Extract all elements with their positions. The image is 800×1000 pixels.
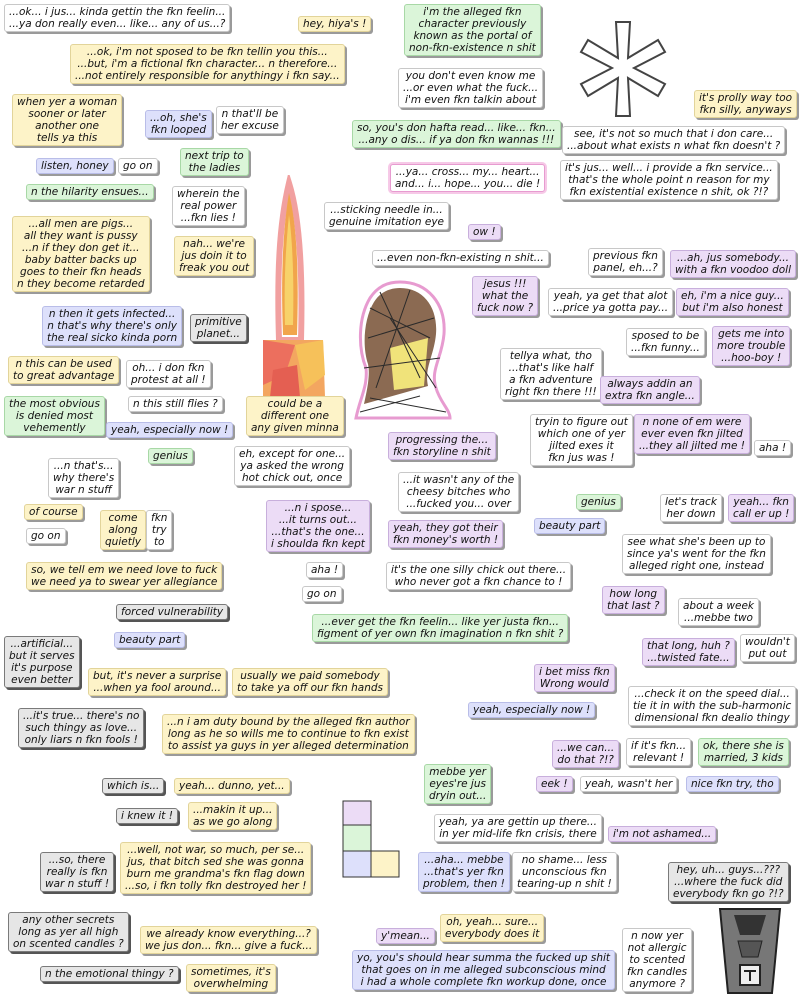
asterisk-icon bbox=[568, 20, 678, 120]
speech-bubble: so, you's don hafta read... like... fkn... ...any o dis... if ya don fkn wannas !!! bbox=[352, 120, 561, 148]
speech-bubble: yeah, they got their fkn money's worth ! bbox=[388, 520, 503, 548]
speech-bubble: that long, huh ? ...twisted fate... bbox=[642, 638, 735, 666]
speech-bubble: see what she's been up to since ya's went for the fkn alleged right one, instead bbox=[622, 534, 771, 574]
speech-bubble: n that'll be her excuse bbox=[216, 106, 284, 134]
speech-bubble: jesus !!! what the fuck now ? bbox=[472, 276, 538, 316]
speech-bubble: of course bbox=[24, 504, 83, 520]
speech-bubble: ...ok, i'm not sposed to be fkn tellin you this... ...but, i'm a fictional fkn character... n therefore... ...not entirely responsible for anythingy i fkn say... bbox=[70, 44, 345, 84]
speech-bubble: ...so, there really is fkn war n stuff ! bbox=[40, 852, 114, 892]
speech-bubble: ...makin it up... as we go along bbox=[188, 802, 277, 830]
speech-bubble: i knew it ! bbox=[116, 808, 178, 824]
scribbled-head-illustration bbox=[350, 278, 455, 423]
speech-bubble: any other secrets long as yer all high on scented candles ? bbox=[8, 912, 129, 952]
speech-bubble: ok, there she is married, 3 kids bbox=[698, 738, 789, 766]
speech-bubble: it's jus... well... i provide a fkn service... that's the whole point n reason for my fkn existential existence n shit, ok ?!? bbox=[560, 160, 778, 200]
speech-bubble: about a week ...mebbe two bbox=[678, 598, 759, 626]
speech-bubble: if it's fkn... relevant ! bbox=[626, 738, 691, 766]
speech-bubble: i'm the alleged fkn character previously known as the portal of non-fkn-existence n shit bbox=[404, 4, 541, 56]
speech-bubble: eek ! bbox=[536, 776, 573, 792]
speech-bubble: ...ya... cross... my... heart... and... i... hope... you... die ! bbox=[390, 164, 545, 192]
speech-bubble: ow ! bbox=[468, 224, 501, 240]
speech-bubble: n this can be used to great advantage bbox=[8, 356, 119, 384]
speech-bubble: ...aha... mebbe ...that's yer fkn problem, then ! bbox=[418, 852, 510, 892]
speech-bubble: go on bbox=[118, 158, 158, 174]
speech-bubble: see, it's not so much that i don care... ...about what exists n what fkn doesn't ? bbox=[562, 126, 785, 154]
speech-bubble: the most obvious is denied most vehemently bbox=[4, 396, 105, 436]
speech-bubble: gets me into more trouble ...hoo-boy ! bbox=[712, 326, 790, 366]
speech-bubble: n this still flies ? bbox=[128, 396, 223, 412]
speech-bubble: previous fkn panel, eh...? bbox=[588, 248, 663, 276]
speech-bubble: nice fkn try, tho bbox=[686, 776, 779, 792]
speech-bubble: yeah... fkn call er up ! bbox=[728, 494, 794, 522]
speech-bubble: fkn try to bbox=[146, 510, 172, 550]
speech-bubble: which is... bbox=[102, 778, 164, 794]
speech-bubble: ...check it on the speed dial... tie it in with the sub-harmonic dimensional fkn dealio thingy bbox=[628, 686, 796, 726]
speech-bubble: yeah... dunno, yet... bbox=[174, 778, 290, 794]
speech-bubble: genius bbox=[148, 448, 193, 464]
speech-bubble: forced vulnerability bbox=[116, 604, 228, 620]
speech-bubble: i'm not ashamed... bbox=[608, 826, 716, 842]
speech-bubble: it's the one silly chick out there... who never got a fkn chance to ! bbox=[386, 562, 571, 590]
speech-bubble: ...all men are pigs... all they want is pussy ...n if they don get it... baby batter backs up goes to their fkn heads n they become retarded bbox=[12, 216, 150, 292]
speech-bubble: ...n i spose... ...it turns out... ...that's the one... i shoulda fkn kept bbox=[266, 500, 370, 552]
speech-bubble: n then it gets infected... n that's why there's only the real sicko kinda porn bbox=[42, 306, 182, 346]
speech-bubble: sometimes, it's overwhelming bbox=[186, 964, 276, 992]
speech-bubble: ...sticking needle in... genuine imitation eye bbox=[324, 202, 449, 230]
speech-bubble: ...ever get the fkn feelin... like yer justa fkn... figment of yer own fkn imagination n fkn shit ? bbox=[312, 614, 568, 642]
speech-bubble: so, we tell em we need love to fuck we need ya to swear yer allegiance bbox=[26, 562, 222, 590]
speech-bubble: usually we paid somebody to take ya off our fkn hands bbox=[232, 668, 388, 696]
speech-bubble: ...ah, jus somebody... with a fkn voodoo doll bbox=[670, 250, 796, 278]
speech-bubble: you don't even know me ...or even what the fuck... i'm even fkn talkin about bbox=[398, 68, 543, 108]
speech-bubble: yeah, wasn't her bbox=[580, 776, 677, 792]
speech-bubble: aha ! bbox=[754, 440, 791, 456]
speech-bubble: hey, hiya's ! bbox=[298, 16, 371, 32]
speech-bubble: let's track her down bbox=[660, 494, 722, 522]
candle-illustration bbox=[255, 175, 335, 410]
speech-bubble: yeah, especially now ! bbox=[468, 702, 595, 718]
speech-bubble: ...we can... do that ?!? bbox=[552, 740, 619, 768]
speech-bubble: come along quietly bbox=[100, 510, 146, 550]
speech-bubble: ...n that's... why there's war n stuff bbox=[48, 458, 119, 498]
speech-bubble: we already know everything...? we jus don... fkn... give a fuck... bbox=[140, 926, 317, 954]
speech-bubble: beauty part bbox=[114, 632, 185, 648]
speech-bubble: yeah, ya get that alot ...price ya gotta pay... bbox=[548, 288, 673, 316]
speech-bubble: it's prolly way too fkn silly, anyways bbox=[694, 90, 797, 118]
speech-bubble: listen, honey bbox=[36, 158, 114, 174]
speech-bubble: ...artificial... but it serves it's purpose even better bbox=[4, 636, 80, 688]
speech-bubble: genius bbox=[576, 494, 621, 510]
speech-bubble: mebbe yer eyes're jus dryin out... bbox=[424, 764, 491, 804]
speech-bubble: how long that last ? bbox=[602, 586, 665, 614]
speech-bubble: yeah, especially now ! bbox=[106, 422, 233, 438]
speech-bubble: n now yer not allergic to scented fkn candles anymore ? bbox=[622, 928, 692, 992]
speech-bubble: when yer a woman sooner or later another one tells ya this bbox=[12, 94, 122, 146]
speech-bubble: always addin an extra fkn angle... bbox=[600, 376, 700, 404]
speech-bubble: yeah, ya are gettin up there... in yer mid-life fkn crisis, there bbox=[434, 814, 602, 842]
speech-bubble: y'mean... bbox=[376, 928, 435, 944]
speech-bubble: beauty part bbox=[534, 518, 605, 534]
speech-bubble: n none of em were ever even fkn jilted ...they all jilted me ! bbox=[634, 414, 750, 454]
speech-bubble: go on bbox=[26, 528, 66, 544]
speech-bubble: ...well, not war, so much, per se... jus, that bitch sed she was gonna burn me grandma's fkn flag down ...so, i fkn tolly fkn destroyed her ! bbox=[120, 842, 311, 894]
speech-bubble: n the emotional thingy ? bbox=[40, 966, 179, 982]
speech-bubble: wouldn't put out bbox=[740, 634, 795, 662]
speech-bubble: sposed to be ...fkn funny... bbox=[626, 328, 705, 356]
speech-bubble: primitive planet... bbox=[190, 314, 247, 342]
speech-bubble: tellya what, tho ...that's like half a fkn adventure right fkn there !!! bbox=[500, 348, 602, 400]
speech-bubble: could be a different one any given minna bbox=[246, 396, 344, 436]
speech-bubble: nah... we're jus doin it to freak you out bbox=[174, 236, 254, 276]
speech-bubble: aha ! bbox=[306, 562, 343, 578]
speech-bubble: i bet miss fkn Wrong would bbox=[534, 664, 615, 692]
speech-bubble: eh, except for one... ya asked the wrong hot chick out, once bbox=[234, 446, 350, 486]
speech-bubble: ...oh, she's fkn looped bbox=[145, 110, 212, 138]
speech-bubble: ...ok... i jus... kinda gettin the fkn feelin... ...ya don really even... like... any of us...? bbox=[4, 4, 230, 32]
speech-bubble: ...it's true... there's no such thingy as love... only liars n fkn fools ! bbox=[18, 708, 144, 748]
speech-bubble: ...even non-fkn-existing n shit... bbox=[372, 250, 549, 266]
speech-bubble: eh, i'm a nice guy... but i'm also honest bbox=[676, 288, 789, 316]
speech-bubble: but, it's never a surprise ...when ya fool around... bbox=[88, 668, 226, 696]
robot-totem-illustration bbox=[710, 905, 790, 995]
speech-bubble: yo, you's should hear summa the fucked up shit that goes on in me alleged subconscious mind i had a whole complete fkn workup done, once bbox=[352, 950, 615, 990]
speech-bubble: tryin to figure out which one of yer jilted exes it fkn jus was ! bbox=[530, 414, 633, 466]
speech-bubble: next trip to the ladies bbox=[180, 148, 249, 176]
speech-bubble: progressing the... fkn storyline n shit bbox=[388, 432, 496, 460]
speech-bubble: oh... i don fkn protest at all ! bbox=[126, 360, 211, 388]
speech-bubble: n the hilarity ensues... bbox=[26, 184, 154, 200]
speech-bubble: ...n i am duty bound by the alleged fkn author long as he so wills me to continue to fkn exist to assist ya guys in yer alleged determination bbox=[162, 714, 415, 754]
speech-bubble: go on bbox=[302, 586, 342, 602]
speech-bubble: wherein the real power ...fkn lies ! bbox=[172, 186, 245, 226]
block-shape-illustration bbox=[342, 800, 402, 880]
speech-bubble: no shame... less unconscious fkn tearing-up n shit ! bbox=[512, 852, 617, 892]
speech-bubble: ...it wasn't any of the cheesy bitches who ...fucked you... over bbox=[398, 472, 519, 512]
speech-bubble: oh, yeah... sure... everybody does it bbox=[440, 914, 544, 942]
speech-bubble: hey, uh... guys...??? ...where the fuck did everybody fkn go ?!? bbox=[668, 862, 789, 902]
